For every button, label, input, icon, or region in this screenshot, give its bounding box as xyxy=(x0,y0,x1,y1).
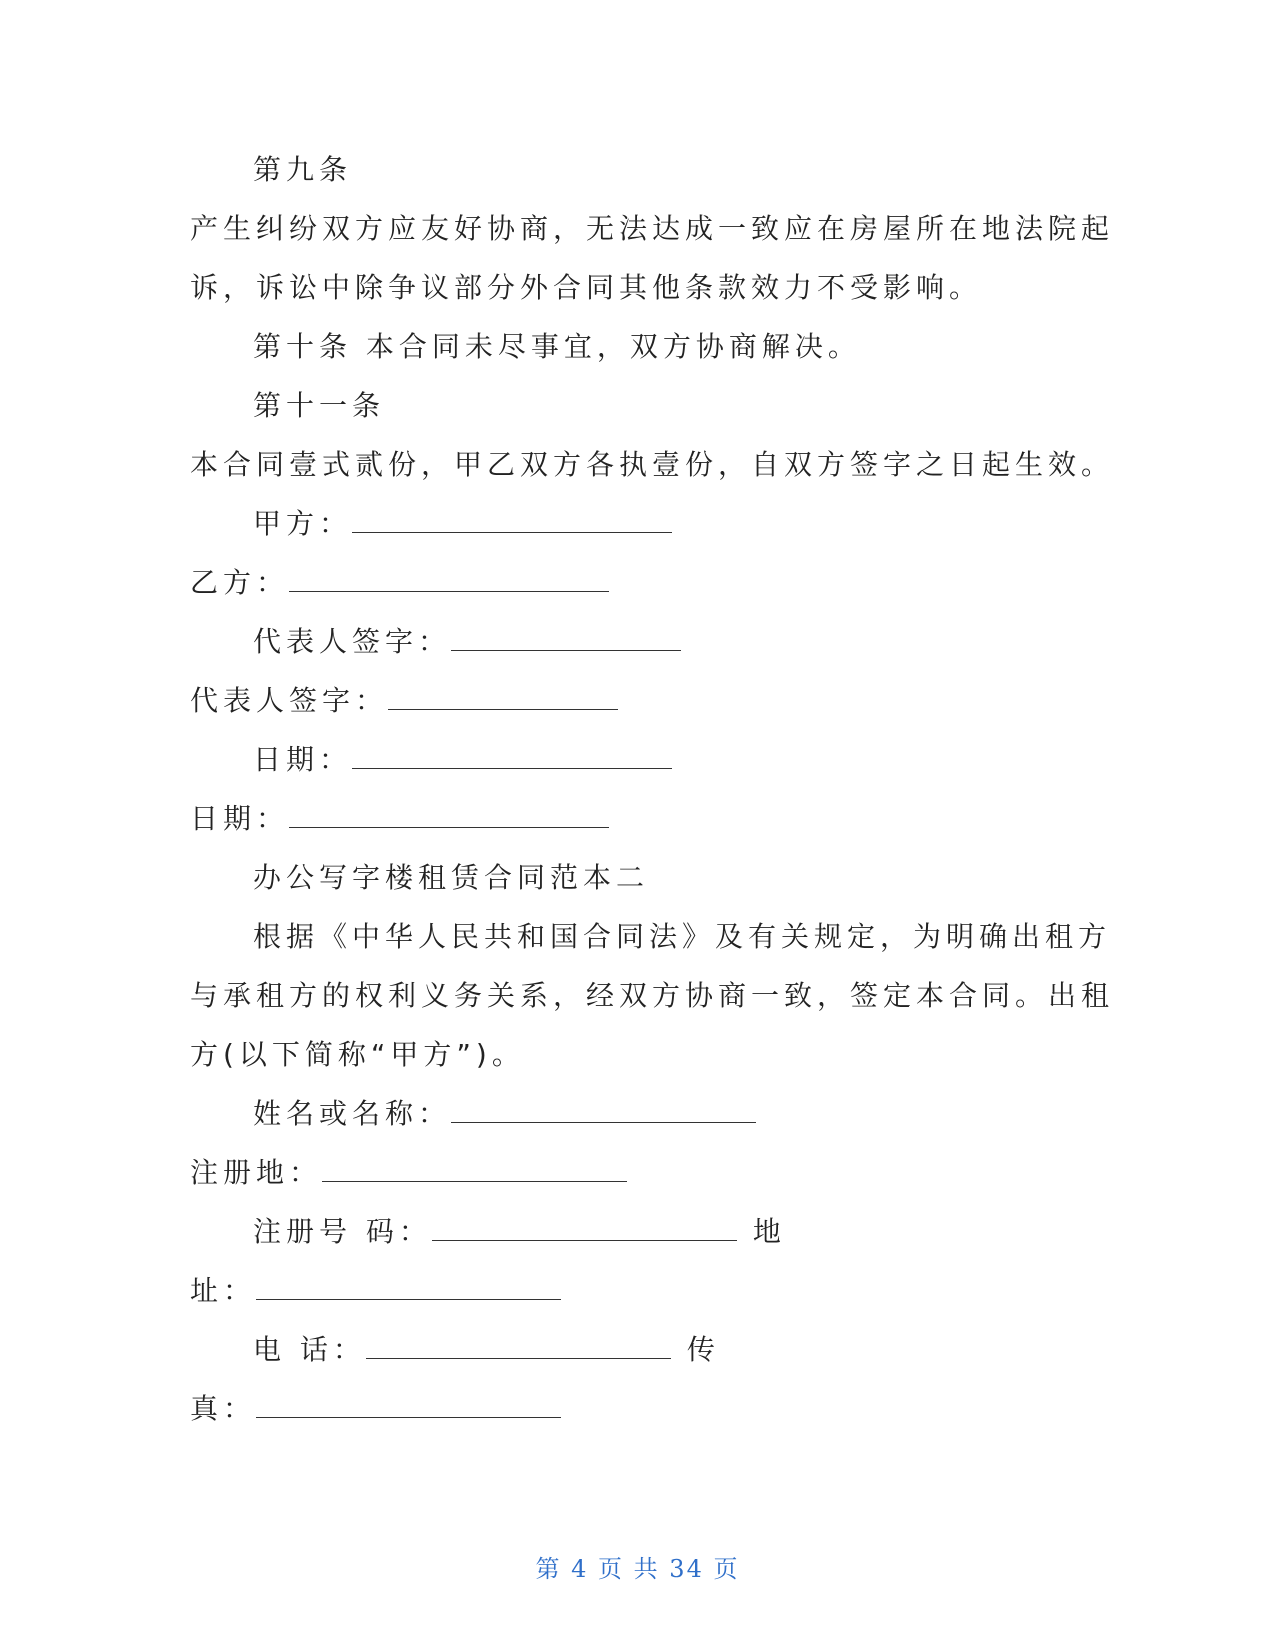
field-label: 代表人签字： xyxy=(253,625,452,658)
fill-in-blank xyxy=(388,685,618,710)
paragraph-line: 本合同壹式贰份，甲乙双方各执壹份，自双方签字之日起生效。 xyxy=(190,448,1115,481)
fill-in-blank xyxy=(366,1334,671,1359)
fill-in-blank xyxy=(352,744,672,769)
registered-place-field xyxy=(190,1155,627,1191)
representative-signature-field xyxy=(190,683,618,719)
field-label: 甲方： xyxy=(253,507,353,540)
field-label: 日期： xyxy=(253,743,353,776)
field-label: 地 xyxy=(752,1215,786,1248)
article-10-line: 第十条 本合同未尽事宜，双方协商解决。 xyxy=(253,330,861,363)
article-11-heading: 第十一条 xyxy=(253,389,386,422)
fill-in-blank xyxy=(451,1098,756,1123)
article-9-heading: 第九条 xyxy=(253,153,353,186)
fill-in-blank xyxy=(432,1216,737,1241)
field-label: 注册地： xyxy=(190,1156,323,1189)
field-label: 址： xyxy=(190,1274,257,1307)
page-number-footer: 第 4 页 共 34 页 xyxy=(535,1555,740,1583)
fill-in-blank xyxy=(289,803,609,828)
fax-field xyxy=(190,1391,561,1427)
field-label: 真： xyxy=(190,1392,257,1425)
section-title: 办公写字楼租赁合同范本二 xyxy=(253,861,650,894)
field-label: 乙方： xyxy=(190,566,290,599)
fill-in-blank xyxy=(256,1275,561,1300)
paragraph-line: 诉，诉讼中除争议部分外合同其他条款效力不受影响。 xyxy=(190,271,983,304)
paragraph-line: 方(以下简称“甲方”)。 xyxy=(190,1038,525,1071)
field-label: 姓名或名称： xyxy=(253,1097,452,1130)
fill-in-blank xyxy=(352,508,672,533)
paragraph-line: 根据《中华人民共和国合同法》及有关规定，为明确出租方 xyxy=(253,920,1112,953)
representative-signature-field xyxy=(253,624,681,660)
date-field xyxy=(190,801,609,837)
address-field xyxy=(190,1273,561,1309)
fill-in-blank xyxy=(322,1157,627,1182)
fill-in-blank xyxy=(289,567,609,592)
field-label: 电 话： xyxy=(253,1333,366,1366)
field-label: 传 xyxy=(686,1333,720,1366)
paragraph-line: 产生纠纷双方应友好协商，无法达成一致应在房屋所在地法院起 xyxy=(190,212,1115,245)
registration-number-field xyxy=(253,1214,786,1250)
party-a-field xyxy=(253,506,672,542)
field-label: 注册号 码： xyxy=(253,1215,432,1248)
name-field xyxy=(253,1096,756,1132)
phone-field xyxy=(253,1332,720,1368)
field-label: 日期： xyxy=(190,802,290,835)
fill-in-blank xyxy=(256,1393,561,1418)
date-field xyxy=(253,742,672,778)
field-label: 代表人签字： xyxy=(190,684,389,717)
paragraph-line: 与承租方的权利义务关系，经双方协商一致，签定本合同。出租 xyxy=(190,979,1115,1012)
party-b-field xyxy=(190,565,609,601)
fill-in-blank xyxy=(451,626,681,651)
